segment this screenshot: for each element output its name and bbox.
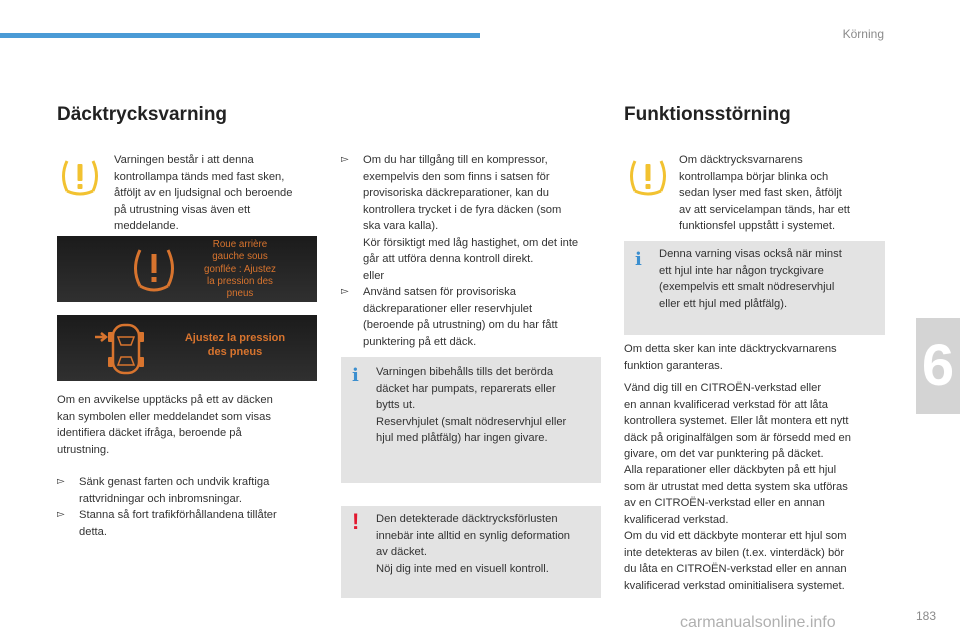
right-info-box bbox=[624, 241, 885, 335]
text-line: Den detekterade däcktrycksförlusten bbox=[376, 513, 558, 525]
text-line: Vänd dig till en CITROËN-verkstad eller bbox=[624, 382, 822, 394]
text-line: Varningen bibehålls tills det berörda bbox=[376, 366, 554, 378]
text-line: funktion garanteras. bbox=[624, 359, 723, 372]
right-para-3 bbox=[624, 462, 894, 594]
left-bullets bbox=[57, 474, 312, 540]
text-line: inte detekteras av bilen (t.ex. vinterdäck) bör bbox=[624, 546, 845, 559]
text-line: Om detta sker kan inte däcktryckvarnarens bbox=[624, 343, 837, 355]
text-line: rattvridningar och inbromsningar. bbox=[79, 492, 242, 505]
text-line: identifiera däcket ifråga, beroende på bbox=[57, 427, 242, 439]
bullet-item bbox=[57, 507, 312, 540]
text-line: (beroende på utrustning) om du har fått bbox=[363, 319, 558, 331]
bullet-flag-icon: ▻ bbox=[341, 286, 349, 297]
text-line: innebär inte alltid en synlig deformation bbox=[376, 529, 571, 542]
text-line: funktionsfel uppstått i systemet. bbox=[679, 220, 836, 232]
text-line: däck på originalfälgen som är försedd med en bbox=[624, 431, 851, 444]
text-line: bytts ut. bbox=[376, 399, 416, 411]
text-line: Om däcktrycksvarnarens bbox=[679, 154, 803, 166]
right-para-1 bbox=[624, 341, 889, 374]
text-line: ska vara kalla). bbox=[363, 220, 439, 232]
middle-warning-box bbox=[341, 506, 601, 598]
chapter-number: 6 bbox=[921, 333, 955, 398]
text-line: som är utrustat med detta system ska utföras bbox=[624, 480, 848, 493]
display-message-1 bbox=[170, 239, 310, 300]
page-number: 183 bbox=[915, 609, 936, 623]
text-line: Denna varning visas också när minst bbox=[659, 248, 842, 260]
text-line: Om du vid ett däckbyte monterar ett hjul som bbox=[624, 530, 847, 542]
exclamation-icon: ! bbox=[352, 509, 360, 534]
bullet-flag-icon: ▻ bbox=[341, 154, 349, 165]
text-line: kvalificerad verkstad ominitialisera systemet. bbox=[624, 579, 845, 592]
text-line: Sänk genast farten och undvik kraftiga bbox=[79, 476, 270, 488]
text-line: av en CITROËN-verkstad eller en annan bbox=[624, 497, 825, 509]
left-detection-text bbox=[57, 392, 307, 458]
text-line: däckreparationer eller reservhjulet bbox=[363, 302, 533, 315]
text-line: du låta en CITROËN-verkstad eller en annan bbox=[624, 563, 847, 575]
display-line: la pression des bbox=[207, 275, 273, 287]
bullet-item bbox=[341, 284, 606, 350]
text-line: Stanna så fort trafikförhållandena tillåter bbox=[79, 509, 277, 521]
text-line: hjul med plåtfälg) har ingen givare. bbox=[376, 432, 548, 444]
right-intro bbox=[679, 152, 879, 235]
text-line: Alla reparationer eller däckbyten på ett hjul bbox=[624, 464, 837, 476]
display-line: Roue arrière bbox=[212, 239, 268, 250]
display-line: gauche sous bbox=[212, 251, 268, 263]
text-line: på utrustning visas även ett bbox=[114, 203, 251, 216]
tyre-pressure-warning-icon bbox=[58, 156, 102, 198]
text-line: eller bbox=[363, 269, 385, 282]
text-line: av däcket. bbox=[376, 546, 427, 558]
right-para-2 bbox=[624, 380, 894, 463]
text-line: exempelvis den som finns i satsen för bbox=[363, 170, 550, 183]
display-line: gonflée : Ajustez bbox=[204, 263, 276, 275]
right-heading: Funktionsstörning bbox=[624, 104, 791, 125]
text-line: åtföljt av en ljudsignal och beroende bbox=[114, 187, 293, 199]
text-line: Reservhjulet (smalt nödreservhjul eller bbox=[376, 415, 567, 428]
bullet-item bbox=[341, 152, 606, 284]
bullet-item bbox=[57, 474, 312, 507]
dashboard-display-1 bbox=[57, 236, 317, 302]
car-tyre-position-icon bbox=[91, 321, 151, 377]
warning-box-text bbox=[376, 511, 598, 577]
middle-info-box bbox=[341, 357, 601, 483]
text-line: Använd satsen för provisoriska bbox=[363, 286, 516, 298]
text-line: kontrollera trycket i de fyra däcken (som bbox=[363, 203, 562, 216]
text-line: meddelande. bbox=[114, 220, 179, 232]
text-line: Om du har tillgång till en kompressor, bbox=[363, 154, 548, 166]
left-heading: Däcktrycksvarning bbox=[57, 104, 228, 125]
text-line: (exempelvis ett smalt nödreservhjul bbox=[659, 281, 835, 293]
text-line: sedan lyser med fast sken, åtföljt bbox=[679, 187, 842, 199]
text-line: ett hjul inte har någon tryckgivare bbox=[659, 264, 824, 277]
info-icon: i bbox=[635, 249, 642, 270]
text-line: Kör försiktigt med låg hastighet, om det inte bbox=[363, 236, 579, 249]
display-message-2 bbox=[157, 331, 313, 359]
text-line: av att servicelampan tänds, har ett bbox=[679, 203, 851, 216]
section-label: Körning bbox=[842, 27, 884, 41]
text-line: punktering på ett däck. bbox=[363, 335, 477, 348]
display-line: des pneus bbox=[207, 346, 263, 358]
text-line: däcket har pumpats, reparerats eller bbox=[376, 382, 556, 395]
middle-bullets bbox=[341, 152, 606, 350]
text-line: givare, om det var punktering på däcket. bbox=[624, 448, 824, 460]
display-line: pneus bbox=[226, 288, 254, 300]
text-line: Nöj dig inte med en visuell kontroll. bbox=[376, 562, 549, 575]
text-line: utrustning. bbox=[57, 443, 110, 456]
text-line: kontrollampa tänds med fast sken, bbox=[114, 170, 285, 183]
text-line: går att utföra denna kontroll direkt. bbox=[363, 253, 534, 265]
dashboard-display-2 bbox=[57, 315, 317, 381]
text-line: provisoriska däckreparationer, kan du bbox=[363, 187, 549, 199]
text-line: Om en avvikelse upptäcks på ett av däcken bbox=[57, 394, 273, 406]
text-line: kontrollera systemet. Eller låt montera ett nytt bbox=[624, 415, 849, 427]
text-line: en annan kvalificerad verkstad för att låta bbox=[624, 398, 828, 411]
display-line: Ajustez la pression bbox=[184, 332, 286, 344]
bullet-flag-icon: ▻ bbox=[57, 509, 65, 520]
top-accent-bar bbox=[0, 33, 480, 38]
info-box-text bbox=[376, 364, 598, 447]
tyre-pressure-fault-icon bbox=[626, 156, 670, 198]
text-line: kvalificerad verkstad. bbox=[624, 513, 729, 526]
watermark: carmanualsonline.info bbox=[680, 614, 836, 631]
text-line: Varningen består i att denna bbox=[114, 154, 254, 166]
text-line: eller ett hjul med plåtfälg). bbox=[659, 297, 788, 310]
bullet-flag-icon: ▻ bbox=[57, 476, 65, 487]
text-line: detta. bbox=[79, 525, 107, 538]
text-line: kan symbolen eller meddelandet som visas bbox=[57, 410, 271, 423]
left-intro bbox=[114, 152, 314, 235]
info-box-text bbox=[659, 246, 881, 312]
info-icon: i bbox=[352, 365, 359, 386]
text-line: kontrollampa börjar blinka och bbox=[679, 170, 829, 183]
